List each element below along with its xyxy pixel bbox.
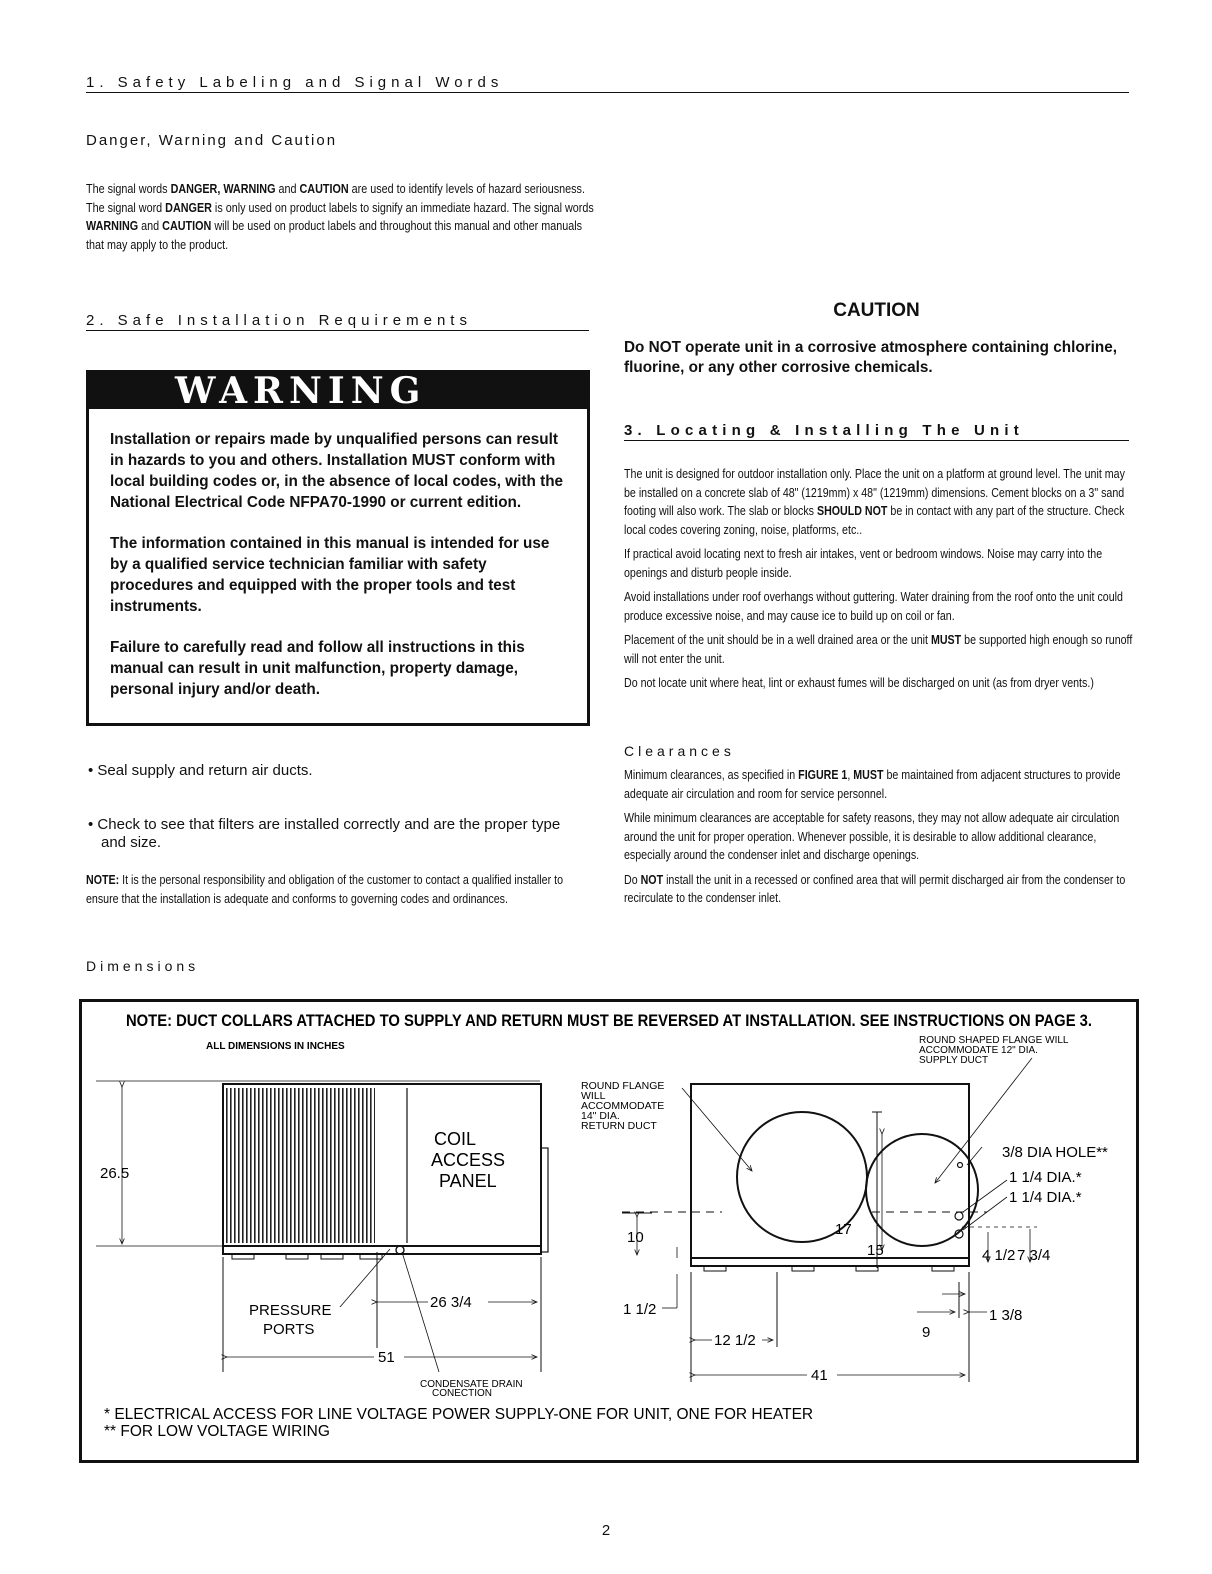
dim-c: 1 3/8 (989, 1307, 1023, 1324)
warning-paragraph: Installation or repairs made by unqualified persons can result in hazards to you and others. Installation MUST conform with local building codes or, in the absence of local codes, with the National Electrical Code NFPA70-1990 or current edition. (110, 431, 564, 511)
dim-a: 4 1/2 (982, 1247, 1016, 1264)
signal-words-paragraph: The signal words DANGER, WARNING and CAUTION are used to identify levels of hazard seriousness. The signal word DANGER is only used on product labels to signify an immediate hazard. The signal words WARNING and CAUTION will be used on product labels and throughout this manual and other manuals that may apply to the product. (86, 181, 594, 252)
dia-label-2: 1 1/4 DIA.* (1009, 1189, 1082, 1206)
return-callout-line3: ACCOMMODATE (581, 1100, 665, 1112)
dimensions-heading: Dimensions (86, 958, 200, 974)
clearances-paragraph: While minimum clearances are acceptable for safety reasons, they may not allow adequate air circulation around the unit for proper operation. Whenever possible, it is desirable to allow additional clearance, especially around the condenser inlet and discharge openings. (624, 810, 1120, 862)
caution-title: CAUTION (833, 300, 920, 321)
dimensions-drawing (82, 1002, 1136, 1460)
dim-return-height: 10 (627, 1229, 644, 1246)
dim-supply-dia: 15 (867, 1242, 884, 1259)
clearances-heading: Clearances (624, 743, 735, 759)
dim-width: 41 (811, 1367, 828, 1384)
duct-collar-note: NOTE: DUCT COLLARS ATTACHED TO SUPPLY AND RETURN MUST BE REVERSED AT INSTALLATION. SEE INSTRUCTIONS ON PAGE 3. (126, 1012, 1092, 1030)
pressure-ports-line2: PORTS (263, 1321, 315, 1338)
return-callout-line2: WILL (581, 1090, 606, 1102)
warning-paragraph: The information contained in this manual is intended for use by a qualified service technician familiar with safety procedures and equipped with the proper tools and test instruments. (110, 535, 550, 615)
locating-paragraph: The unit is designed for outdoor installation only. Place the unit on a platform at ground level. The unit may be installed on a concrete slab of 48" (1219mm) x 48" (1219mm) dimensions. Cement blocks on a 3" sand footing will also work. The slab or blocks SHOULD NOT be in contact with any part of the structure. Check local codes covering zoning, noise, platforms, etc.. (624, 466, 1125, 537)
supply-callout-line2: ACCOMMODATE 12" DIA. (919, 1045, 1038, 1056)
footnote-low-voltage: ** FOR LOW VOLTAGE WIRING (104, 1423, 330, 1440)
warning-box (86, 370, 590, 726)
footnote-electrical: * ELECTRICAL ACCESS FOR LINE VOLTAGE POWER SUPPLY-ONE FOR UNIT, ONE FOR HEATER (104, 1406, 814, 1423)
dim-height: 26.5 (100, 1165, 130, 1182)
coil-panel-line3: PANEL (439, 1171, 497, 1191)
bullet-check-filters: • Check to see that filters are installed correctly and are the proper type and size. (88, 816, 561, 851)
return-callout-line5: RETURN DUCT (581, 1120, 657, 1132)
dimensions-figure (79, 999, 1139, 1463)
section-2-heading: 2. Safe Installation Requirements (86, 312, 589, 331)
bullet-seal-ducts: • Seal supply and return air ducts. (88, 762, 313, 779)
section-1-subheading: Danger, Warning and Caution (86, 132, 338, 149)
section-1-heading: 1. Safety Labeling and Signal Words (86, 74, 1129, 93)
condensate-line2: CONECTION (432, 1388, 492, 1399)
clearances-paragraph: Minimum clearances, as specified in FIGURE 1, MUST be maintained from adjacent structures to provide adequate air circulation and room for service personnel. (624, 767, 1121, 801)
clearances-text (624, 766, 1132, 914)
coil-panel-line1: COIL (434, 1129, 477, 1149)
dim-return-dia: 17 (835, 1221, 852, 1238)
coil-panel-line2: ACCESS (431, 1150, 506, 1170)
dim-base: 1 1/2 (623, 1301, 657, 1318)
locating-paragraph: Placement of the unit should be in a well drained area or the unit MUST be supported high enough so runoff will not enter the unit. (624, 632, 1133, 666)
supply-callout-line1: ROUND SHAPED FLANGE WILL (919, 1035, 1069, 1046)
locating-paragraph: Avoid installations under roof overhangs without guttering. Water draining from the roof onto the unit could produce excessive noise, and may cause ice to build up on coil or fan. (624, 589, 1123, 623)
warning-banner: WARNING (89, 373, 587, 409)
section-3-heading: 3. Locating & Installing The Unit (624, 422, 1129, 441)
caution-text: Do NOT operate unit in a corrosive atmosphere containing chlorine, fluorine, or any other corrosive chemicals. (624, 339, 1117, 376)
dim-panel-width: 26 3/4 (430, 1294, 472, 1311)
condensate-line1: CONDENSATE DRAIN (420, 1379, 523, 1390)
units-label: ALL DIMENSIONS IN INCHES (206, 1041, 345, 1052)
locating-text (624, 465, 1132, 699)
dim-b: 7 3/4 (1017, 1247, 1051, 1264)
hole-label: 3/8 DIA HOLE** (1002, 1144, 1108, 1161)
side-view (96, 1081, 548, 1372)
locating-paragraph: If practical avoid locating next to fresh air intakes, vent or bedroom windows. Noise may carry into the openings and disturb people inside. (624, 546, 1103, 580)
clearances-paragraph: Do NOT install the unit in a recessed or confined area that will permit discharged air from the condenser to recirculate to the condenser inlet. (624, 871, 1126, 905)
end-view (622, 1058, 1037, 1382)
bullet-icon: • (88, 762, 98, 779)
installer-note: NOTE: It is the personal responsibility and obligation of the customer to contact a qualified installer to ensure that the installation is adequate and conforms to governing codes and ordinances. (86, 872, 564, 906)
warning-text (89, 409, 587, 700)
return-callout-line4: 14" DIA. (581, 1110, 620, 1122)
pressure-ports-line1: PRESSURE (249, 1302, 332, 1319)
warning-paragraph: Failure to carefully read and follow all instructions in this manual can result in unit malfunction, property damage, personal injury and/or death. (110, 639, 525, 698)
supply-callout-line3: SUPPLY DUCT (919, 1055, 989, 1066)
dim-length: 51 (378, 1349, 395, 1366)
dim-d: 9 (922, 1324, 931, 1341)
bullet-icon: • (88, 816, 98, 833)
locating-paragraph: Do not locate unit where heat, lint or exhaust fumes will be discharged on unit (as from dryer vents.) (624, 675, 1094, 690)
page-number: 2 (601, 1522, 611, 1539)
return-callout-line1: ROUND FLANGE (581, 1080, 665, 1092)
dim-return-offset: 12 1/2 (714, 1332, 756, 1349)
dia-label-1: 1 1/4 DIA.* (1009, 1169, 1082, 1186)
